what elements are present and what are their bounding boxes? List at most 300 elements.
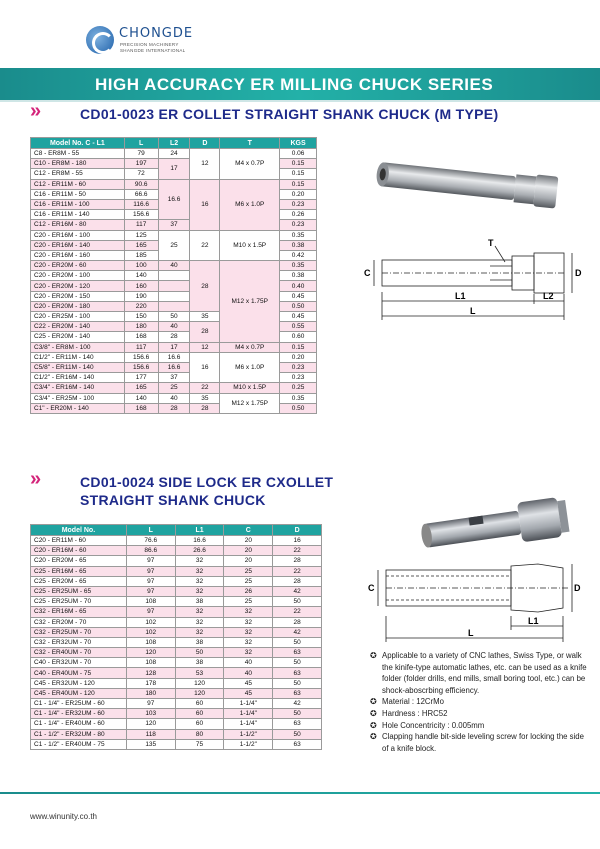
cell-d: 35: [190, 312, 220, 322]
cell-model: C20 - ER20M - 180: [31, 301, 125, 311]
table-row: [31, 668, 322, 678]
cell-l: 125: [124, 230, 158, 240]
diagram1-label-c: C: [364, 268, 371, 278]
cell-t: M6 x 1.0P: [220, 179, 280, 230]
dimension-diagram-m-type: [360, 236, 590, 326]
table-row: [31, 658, 322, 668]
cell-l1: 32: [175, 556, 224, 566]
table-row: [31, 383, 317, 393]
table-row: [31, 678, 322, 688]
cell-l: 168: [124, 332, 158, 342]
cell-kgs: 0.60: [280, 332, 317, 342]
cell-d: 63: [273, 688, 322, 698]
diagram2-label-c: C: [368, 583, 375, 593]
cell-d: 28: [273, 617, 322, 627]
cell-model: C25 - ER20M - 140: [31, 332, 125, 342]
cell-l: 168: [124, 403, 158, 413]
table-row: [31, 719, 322, 729]
cell-d: 16: [190, 352, 220, 383]
cell-l2: 40: [158, 261, 190, 271]
cell-model: C1/2" - ER16M - 140: [31, 373, 125, 383]
cell-l: 140: [124, 393, 158, 403]
cell-c: 1-1/2": [224, 729, 273, 739]
cell-l: 116.6: [124, 199, 158, 209]
cell-l1: 80: [175, 729, 224, 739]
section2-title-line2: STRAIGHT SHANK CHUCK: [80, 492, 266, 508]
cell-t: M6 x 1.0P: [220, 352, 280, 383]
dimension-diagram-side-lock: [368, 556, 583, 646]
cell-l1: 32: [175, 566, 224, 576]
cell-l: 177: [124, 373, 158, 383]
cell-d: 42: [273, 699, 322, 709]
table-body: [31, 536, 322, 750]
section1-title: CD01-0023 ER COLLET STRAIGHT SHANK CHUCK (M TYPE): [80, 106, 499, 122]
table-row: [31, 352, 317, 362]
cell-model: C20 - ER20M - 65: [31, 556, 127, 566]
cell-l2: 40: [158, 393, 190, 403]
logo-name: CHONGDE: [119, 26, 194, 41]
cell-d: 42: [273, 627, 322, 637]
cell-model: C3/4" - ER25M - 100: [31, 393, 125, 403]
table-row: [31, 739, 322, 749]
cell-model: C40 - ER32UM - 70: [31, 658, 127, 668]
cell-kgs: 0.38: [280, 271, 317, 281]
cell-l1: 60: [175, 709, 224, 719]
cell-l1: 26.6: [175, 546, 224, 556]
cell-l: 97: [126, 699, 175, 709]
cell-t: M4 x 0.7P: [220, 342, 280, 352]
cell-l: 97: [126, 566, 175, 576]
table-row: [31, 546, 322, 556]
table-row: [31, 342, 317, 352]
cell-l2: 40: [158, 322, 190, 332]
cell-l2: 50: [158, 312, 190, 322]
header-l: L: [126, 525, 175, 536]
cell-model: C32 - ER25UM - 70: [31, 627, 127, 637]
cell-model: C20 - ER16M - 140: [31, 240, 125, 250]
cell-l: 100: [124, 261, 158, 271]
cell-l: 66.6: [124, 189, 158, 199]
cell-model: C20 - ER20M - 120: [31, 281, 125, 291]
cell-model: C45 - ER40UM - 120: [31, 688, 127, 698]
cell-model: C20 - ER20M - 60: [31, 261, 125, 271]
header-c: C: [224, 525, 273, 536]
cell-l2: 37: [158, 373, 190, 383]
cell-kgs: 0.15: [280, 159, 317, 169]
cell-l1: 38: [175, 637, 224, 647]
cell-l: 178: [126, 678, 175, 688]
cell-model: C20 - ER16M - 60: [31, 546, 127, 556]
cell-d: 22: [273, 566, 322, 576]
cell-model: C16 - ER11M - 140: [31, 210, 125, 220]
cell-c: 32: [224, 648, 273, 658]
cell-l2: [158, 271, 190, 281]
cell-l: 108: [126, 597, 175, 607]
table-header-row: [31, 525, 322, 536]
cell-d: 16: [190, 179, 220, 230]
cell-l: 197: [124, 159, 158, 169]
cell-l: 190: [124, 291, 158, 301]
cell-model: C32 - ER40UM - 70: [31, 648, 127, 658]
cell-d: 22: [273, 607, 322, 617]
header-d: D: [273, 525, 322, 536]
cell-l: 120: [126, 648, 175, 658]
cell-kgs: 0.23: [280, 220, 317, 230]
cell-l: 79: [124, 149, 158, 159]
cell-l2: 16.6: [158, 362, 190, 372]
table-row: [31, 648, 322, 658]
cell-d: 50: [273, 709, 322, 719]
cell-l: 108: [126, 658, 175, 668]
cell-model: C1 - 1/2" - ER32UM - 80: [31, 729, 127, 739]
cell-model: C25 - ER20M - 65: [31, 576, 127, 586]
cell-model: C1 - 1/4" - ER25UM - 60: [31, 699, 127, 709]
cell-d: 28: [273, 576, 322, 586]
cell-l1: 60: [175, 699, 224, 709]
header-l1: L1: [175, 525, 224, 536]
cell-l: 102: [126, 627, 175, 637]
cell-model: C40 - ER40UM - 75: [31, 668, 127, 678]
table-row: [31, 617, 322, 627]
cell-d: 63: [273, 719, 322, 729]
cell-l: 220: [124, 301, 158, 311]
cell-l2: [158, 281, 190, 291]
table-row: [31, 709, 322, 719]
diagram2-label-d: D: [574, 583, 581, 593]
cell-l1: 32: [175, 607, 224, 617]
cell-c: 1-1/4": [224, 709, 273, 719]
cell-c: 45: [224, 678, 273, 688]
table-row: [31, 576, 322, 586]
cell-l1: 32: [175, 617, 224, 627]
cell-l2: 28: [158, 403, 190, 413]
cell-c: 25: [224, 576, 273, 586]
chevron-icon: »: [30, 468, 38, 490]
cell-l: 72: [124, 169, 158, 179]
cell-d: 42: [273, 586, 322, 596]
cell-kgs: 0.50: [280, 301, 317, 311]
cell-kgs: 0.20: [280, 189, 317, 199]
banner-divider: [0, 100, 600, 102]
cell-model: C5/8" - ER11M - 140: [31, 362, 125, 372]
cell-l: 97: [126, 576, 175, 586]
header-l: L: [124, 138, 158, 149]
cell-l1: 38: [175, 597, 224, 607]
cell-l: 140: [124, 271, 158, 281]
cell-l1: 32: [175, 627, 224, 637]
cell-c: 32: [224, 637, 273, 647]
cell-l: 156.6: [124, 210, 158, 220]
cell-l2: 37: [158, 220, 190, 230]
table-row: [31, 149, 317, 159]
table-row: [31, 556, 322, 566]
table-row: [31, 729, 322, 739]
chevron-icon: »: [30, 100, 38, 122]
series-banner: [0, 68, 600, 100]
cell-d: 50: [273, 597, 322, 607]
diagram2-label-l1: L1: [528, 616, 539, 626]
note-item: ✪ Applicable to a variety of CNC lathes, Swiss Type, or walk the kinife-type automatic lathes, etc. can be used as a knife folder (folder drills, end mills, small boring tool, etc.) can be shock-aboscrbing efficiency.: [370, 650, 590, 696]
cell-c: 40: [224, 668, 273, 678]
cell-model: C20 - ER16M - 160: [31, 250, 125, 260]
cell-kgs: 0.23: [280, 362, 317, 372]
footer-divider: [0, 792, 600, 794]
cell-c: 32: [224, 617, 273, 627]
cell-c: 32: [224, 607, 273, 617]
cell-kgs: 0.35: [280, 230, 317, 240]
cell-model: C20 - ER20M - 100: [31, 271, 125, 281]
cell-c: 25: [224, 566, 273, 576]
table-row: [31, 393, 317, 403]
feature-notes: [370, 650, 590, 754]
cell-l1: 16.6: [175, 536, 224, 546]
cell-c: 1-1/4": [224, 719, 273, 729]
cell-l1: 120: [175, 678, 224, 688]
cell-l: 108: [126, 637, 175, 647]
cell-model: C32 - ER20M - 70: [31, 617, 127, 627]
cell-l2: 25: [158, 383, 190, 393]
table-row: [31, 586, 322, 596]
cell-c: 26: [224, 586, 273, 596]
cell-l: 117: [124, 220, 158, 230]
cell-l: 103: [126, 709, 175, 719]
cell-kgs: 0.55: [280, 322, 317, 332]
cell-l: 156.6: [124, 352, 158, 362]
cell-d: 50: [273, 637, 322, 647]
header-model: Model No. C - L1: [31, 138, 125, 149]
cell-c: 20: [224, 556, 273, 566]
cell-model: C22 - ER20M - 140: [31, 322, 125, 332]
cell-l1: 32: [175, 576, 224, 586]
cell-c: 20: [224, 536, 273, 546]
cell-d: 50: [273, 678, 322, 688]
cell-model: C1 - 1/2" - ER40UM - 75: [31, 739, 127, 749]
cell-kgs: 0.50: [280, 403, 317, 413]
cell-l2: 25: [158, 230, 190, 261]
spec-table-m-type: [30, 137, 317, 414]
table-row: [31, 627, 322, 637]
cell-model: C8 - ER8M - 55: [31, 149, 125, 159]
cell-model: C25 - ER25UM - 65: [31, 586, 127, 596]
cell-model: C20 - ER16M - 100: [31, 230, 125, 240]
cell-kgs: 0.35: [280, 261, 317, 271]
cell-l: 86.6: [126, 546, 175, 556]
table-row: [31, 179, 317, 189]
cell-l: 97: [126, 556, 175, 566]
table-row: [31, 597, 322, 607]
cell-model: C20 - ER25M - 100: [31, 312, 125, 322]
cell-model: C1 - 1/4" - ER40UM - 60: [31, 719, 127, 729]
logo-subtitle-2: SHANGDE INTERNATIONAL: [120, 48, 186, 53]
cell-kgs: 0.15: [280, 169, 317, 179]
cell-kgs: 0.42: [280, 250, 317, 260]
table-row: [31, 699, 322, 709]
cell-model: C12 - ER11M - 60: [31, 179, 125, 189]
note-item: ✪ Clapping handle bit-side leveling screw for locking the side of a knife block.: [370, 731, 590, 754]
cell-l2: 17: [158, 159, 190, 179]
cell-d: 50: [273, 729, 322, 739]
cell-model: C32 - ER16M - 65: [31, 607, 127, 617]
cell-model: C16 - ER11M - 50: [31, 189, 125, 199]
cell-l2: 24: [158, 149, 190, 159]
cell-d: 22: [190, 230, 220, 261]
logo-mark-icon: [86, 26, 114, 54]
cell-l1: 75: [175, 739, 224, 749]
note-item: ✪ Hardness : HRC52: [370, 708, 590, 720]
diagram1-label-d: D: [575, 268, 582, 278]
cell-l2: 16.6: [158, 179, 190, 220]
brand-logo: [86, 24, 206, 58]
cell-model: C1" - ER20M - 140: [31, 403, 125, 413]
cell-kgs: 0.45: [280, 312, 317, 322]
diagram1-label-l2: L2: [543, 291, 554, 301]
cell-d: 16: [273, 536, 322, 546]
cell-t: M12 x 1.75P: [220, 393, 280, 413]
cell-l: 90.6: [124, 179, 158, 189]
cell-c: 1-1/4": [224, 699, 273, 709]
diagram2-label-l: L: [468, 628, 474, 638]
footer-website-link[interactable]: www.winunity.co.th: [30, 812, 97, 821]
cell-l: 180: [126, 688, 175, 698]
cell-kgs: 0.06: [280, 149, 317, 159]
cell-c: 25: [224, 597, 273, 607]
cell-model: C12 - ER16M - 80: [31, 220, 125, 230]
header-l2: L2: [158, 138, 190, 149]
section2-title-line1: CD01-0024 SIDE LOCK ER CXOLLET: [80, 474, 334, 490]
cell-l: 120: [126, 719, 175, 729]
cell-model: C20 - ER11M - 60: [31, 536, 127, 546]
cell-d: 12: [190, 342, 220, 352]
cell-t: M10 x 1.5P: [220, 230, 280, 261]
cell-kgs: 0.25: [280, 383, 317, 393]
cell-model: C45 - ER32UM - 120: [31, 678, 127, 688]
cell-model: C25 - ER16M - 65: [31, 566, 127, 576]
table-header-row: [31, 138, 317, 149]
chuck-photo-m-type: [330, 150, 580, 220]
cell-l: 97: [126, 586, 175, 596]
cell-l: 128: [126, 668, 175, 678]
cell-l1: 50: [175, 648, 224, 658]
cell-t: M4 x 0.7P: [220, 149, 280, 180]
cell-l1: 60: [175, 719, 224, 729]
cell-c: 40: [224, 658, 273, 668]
cell-model: C20 - ER20M - 150: [31, 291, 125, 301]
cell-d: 28: [190, 261, 220, 312]
table-row: [31, 607, 322, 617]
cell-kgs: 0.15: [280, 179, 317, 189]
diagram1-label-l1: L1: [455, 291, 466, 301]
cell-l: 118: [126, 729, 175, 739]
cell-l: 97: [126, 607, 175, 617]
cell-l1: 32: [175, 586, 224, 596]
table-row: [31, 637, 322, 647]
header-model: Model No.: [31, 525, 127, 536]
cell-kgs: 0.26: [280, 210, 317, 220]
cell-d: 22: [273, 546, 322, 556]
cell-kgs: 0.15: [280, 342, 317, 352]
table-row: [31, 688, 322, 698]
cell-kgs: 0.23: [280, 199, 317, 209]
cell-t: M10 x 1.5P: [220, 383, 280, 393]
cell-d: 22: [190, 383, 220, 393]
cell-model: C3/4" - ER16M - 140: [31, 383, 125, 393]
note-item: ✪ Hole Concentricity : 0.005mm: [370, 720, 590, 732]
cell-model: C12 - ER8M - 55: [31, 169, 125, 179]
cell-l: 76.6: [126, 536, 175, 546]
cell-d: 28: [190, 403, 220, 413]
cell-l: 185: [124, 250, 158, 260]
cell-model: C1 - 1/4" - ER32UM - 60: [31, 709, 127, 719]
cell-d: 50: [273, 658, 322, 668]
cell-d: 28: [273, 556, 322, 566]
cell-l1: 53: [175, 668, 224, 678]
cell-l2: 17: [158, 342, 190, 352]
cell-model: C3/8" - ER8M - 100: [31, 342, 125, 352]
cell-kgs: 0.38: [280, 240, 317, 250]
cell-l: 180: [124, 322, 158, 332]
cell-l: 150: [124, 312, 158, 322]
cell-l1: 120: [175, 688, 224, 698]
cell-l: 102: [126, 617, 175, 627]
cell-c: 1-1/2": [224, 739, 273, 749]
cell-l: 135: [126, 739, 175, 749]
cell-model: C25 - ER25UM - 70: [31, 597, 127, 607]
cell-l2: [158, 301, 190, 311]
cell-kgs: 0.45: [280, 291, 317, 301]
cell-kgs: 0.40: [280, 281, 317, 291]
cell-d: 63: [273, 739, 322, 749]
table-row: [31, 261, 317, 271]
cell-l: 165: [124, 383, 158, 393]
cell-d: 12: [190, 149, 220, 180]
cell-l: 160: [124, 281, 158, 291]
chuck-photo-side-lock: [410, 496, 580, 556]
header-t: T: [220, 138, 280, 149]
cell-c: 45: [224, 688, 273, 698]
cell-kgs: 0.35: [280, 393, 317, 403]
diagram1-label-t: T: [488, 238, 494, 248]
cell-c: 32: [224, 627, 273, 637]
table-row: [31, 536, 322, 546]
cell-kgs: 0.20: [280, 352, 317, 362]
header-kgs: KGS: [280, 138, 317, 149]
cell-t: M12 x 1.75P: [220, 261, 280, 343]
cell-l2: 28: [158, 332, 190, 342]
cell-model: C10 - ER8M - 180: [31, 159, 125, 169]
cell-l2: 16.6: [158, 352, 190, 362]
cell-l2: [158, 291, 190, 301]
cell-d: 35: [190, 393, 220, 403]
cell-l: 156.6: [124, 362, 158, 372]
cell-model: C32 - ER32UM - 70: [31, 637, 127, 647]
cell-d: 28: [190, 322, 220, 342]
cell-d: 63: [273, 648, 322, 658]
cell-model: C16 - ER11M - 100: [31, 199, 125, 209]
cell-model: C1/2" - ER11M - 140: [31, 352, 125, 362]
note-item: ✪ Material : 12CrMo: [370, 696, 590, 708]
cell-l: 165: [124, 240, 158, 250]
logo-subtitle-1: PRECISION MACHINERY: [120, 42, 179, 47]
header-d: D: [190, 138, 220, 149]
table-row: [31, 230, 317, 240]
table-row: [31, 566, 322, 576]
cell-c: 20: [224, 546, 273, 556]
cell-l1: 38: [175, 658, 224, 668]
cell-kgs: 0.23: [280, 373, 317, 383]
banner-title: HIGH ACCURACY ER MILLING CHUCK SERIES: [95, 75, 494, 94]
cell-l: 117: [124, 342, 158, 352]
cell-d: 63: [273, 668, 322, 678]
